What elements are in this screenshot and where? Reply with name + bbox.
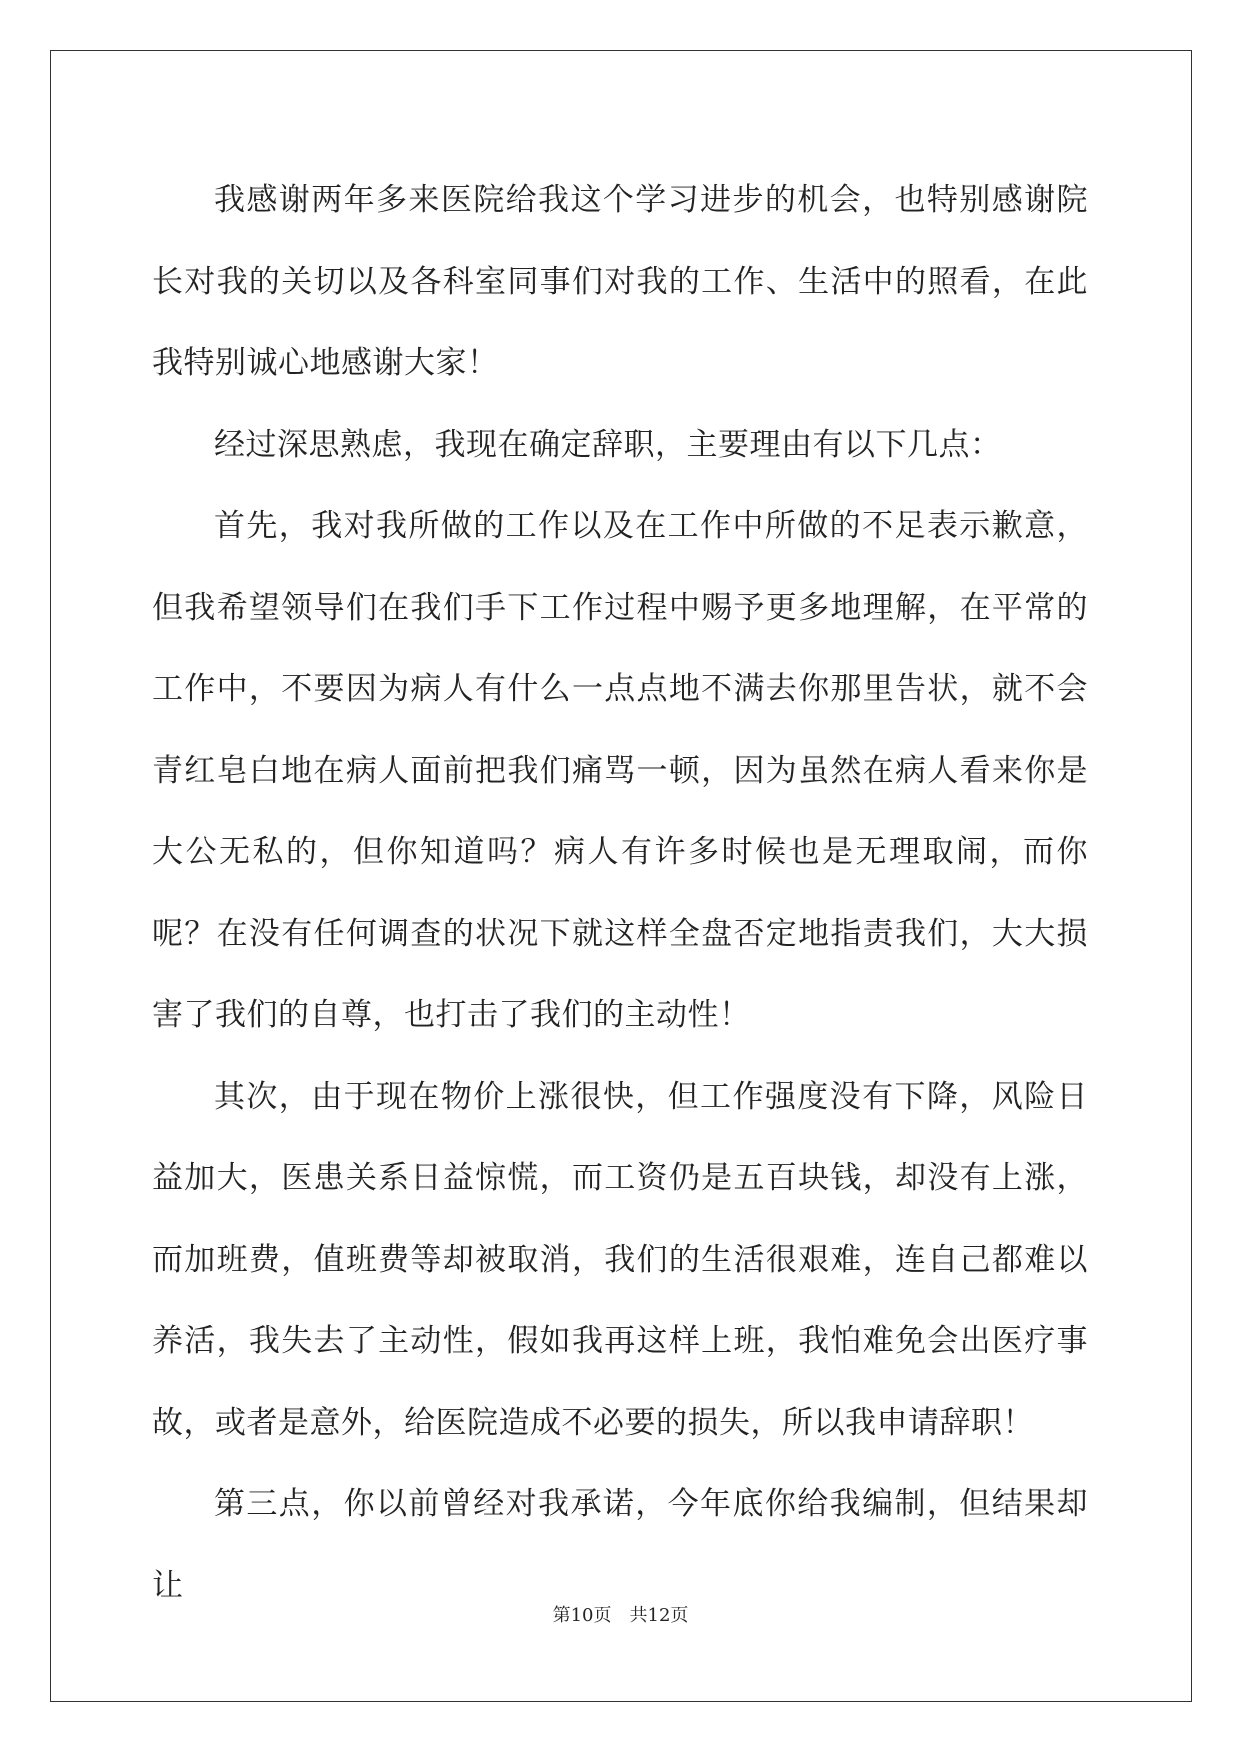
paragraph-reason-first: 首先，我对我所做的工作以及在工作中所做的不足表示歉意，但我希望领导们在我们手下工作过程中赐予更多地理解，在平常的工作中，不要因为病人有什么一点点地不满去你那里告状，就不会青红皂白地在病人面前把我们痛骂一顿，因为虽然在病人看来你是大公无私的，但你知道吗？病人有许多时候也是无理取闹，而你呢？在没有任何调查的状况下就这样全盘否定地指责我们，大大损害了我们的自尊，也打击了我们的主动性！ [152, 508, 1088, 1033]
paragraph-gratitude: 我感谢两年多来医院给我这个学习进步的机会，也特别感谢院长对我的关切以及各科室同事们对我的工作、生活中的照看，在此我特别诚心地感谢大家！ [152, 182, 1088, 381]
page-footer [0, 1601, 1241, 1627]
paragraph-reason-third: 第三点，你以前曾经对我承诺，今年底你给我编制，但结果却让 [152, 1486, 1088, 1604]
paragraph-decision: 经过深思熟虑，我现在确定辞职，主要理由有以下几点： [214, 426, 1002, 463]
page-total: 共12页 [629, 1605, 689, 1626]
paragraph-reason-second: 其次，由于现在物价上涨很快，但工作强度没有下降，风险日益加大，医患关系日益惊慌，而工资仍是五百块钱，却没有上涨，而加班费，值班费等却被取消，我们的生活很艰难，连自己都难以养活，我失去了主动性，假如我再这样上班，我怕难免会出医疗事故，或者是意外，给医院造成不必要的损失，所以我申请辞职！ [152, 1078, 1088, 1441]
document-body [152, 160, 1088, 1627]
page-number: 第10页 [552, 1605, 612, 1626]
